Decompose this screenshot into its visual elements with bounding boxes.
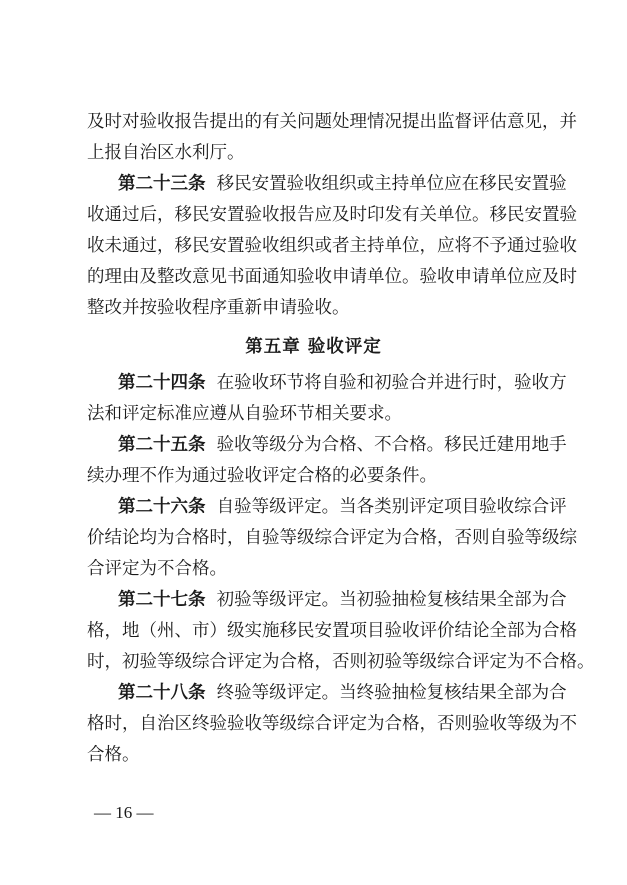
text-span: 终验等级评定。当终验抽检复核结果全部为合 (216, 683, 567, 703)
text-span (206, 497, 217, 517)
text-line: 上报自治区水利厅。 (87, 143, 245, 163)
text-span (206, 435, 217, 455)
text-line: 整改并按验收程序重新申请验收。 (87, 298, 350, 318)
article-first-line (118, 682, 567, 704)
text-span (206, 683, 217, 703)
text-span (206, 590, 217, 610)
text-line: 的理由及整改意见书面通知验收申请单位。验收申请单位应及时 (87, 267, 577, 287)
text-line: 格时，自治区终验验收等级综合评定为合格，否则验收等级为不 (87, 714, 577, 734)
text-line: 法和评定标准应遵从自验环节相关要求。 (87, 404, 402, 424)
article-heading: 第二十四条 (118, 373, 206, 393)
article-heading: 第二十三条 (118, 174, 206, 194)
text-span: 自验等级评定。当各类别评定项目验收综合评 (216, 497, 567, 517)
article-first-line (118, 173, 567, 195)
text-line: 格，地（州、市）级实施移民安置项目验收评价结论全部为合格 (87, 621, 577, 641)
text-span: 移民安置验收组织或主持单位应在移民安置验 (216, 174, 567, 194)
article-first-line (118, 372, 567, 394)
text-line: 收未通过，移民安置验收组织或者主持单位，应将不予通过验收 (87, 236, 577, 256)
text-span: 在验收环节将自验和初验合并进行时，验收方 (216, 373, 567, 393)
article-heading: 第二十五条 (118, 435, 206, 455)
text-line: 及时对验收报告提出的有关问题处理情况提出监督评估意见，并 (87, 112, 577, 132)
article-first-line (118, 496, 567, 518)
text-line: 时，初验等级综合评定为合格，否则初验等级综合评定为不合格。 (87, 652, 595, 672)
article-heading: 第二十六条 (118, 497, 206, 517)
text-line: 合格。 (87, 745, 140, 765)
text-line: 价结论均为合格时，自验等级综合评定为合格，否则自验等级综 (87, 528, 577, 548)
article-first-line (118, 434, 567, 456)
text-span: 验收等级分为合格、不合格。移民迁建用地手 (216, 435, 567, 455)
article-first-line (118, 589, 567, 611)
article-heading: 第二十八条 (118, 683, 206, 703)
text-line: 合评定为不合格。 (87, 559, 227, 579)
text-span: 初验等级评定。当初验抽检复核结果全部为合 (216, 590, 567, 610)
article-heading: 第二十七条 (118, 590, 206, 610)
text-line: 续办理不作为通过验收评定合格的必要条件。 (87, 466, 437, 486)
text-line: 收通过后，移民安置验收报告应及时印发有关单位。移民安置验 (87, 205, 577, 225)
page-number: — 16 — (94, 803, 154, 822)
text-span (206, 373, 217, 393)
chapter-heading: 第五章 验收评定 (245, 337, 382, 357)
text-span (206, 174, 217, 194)
